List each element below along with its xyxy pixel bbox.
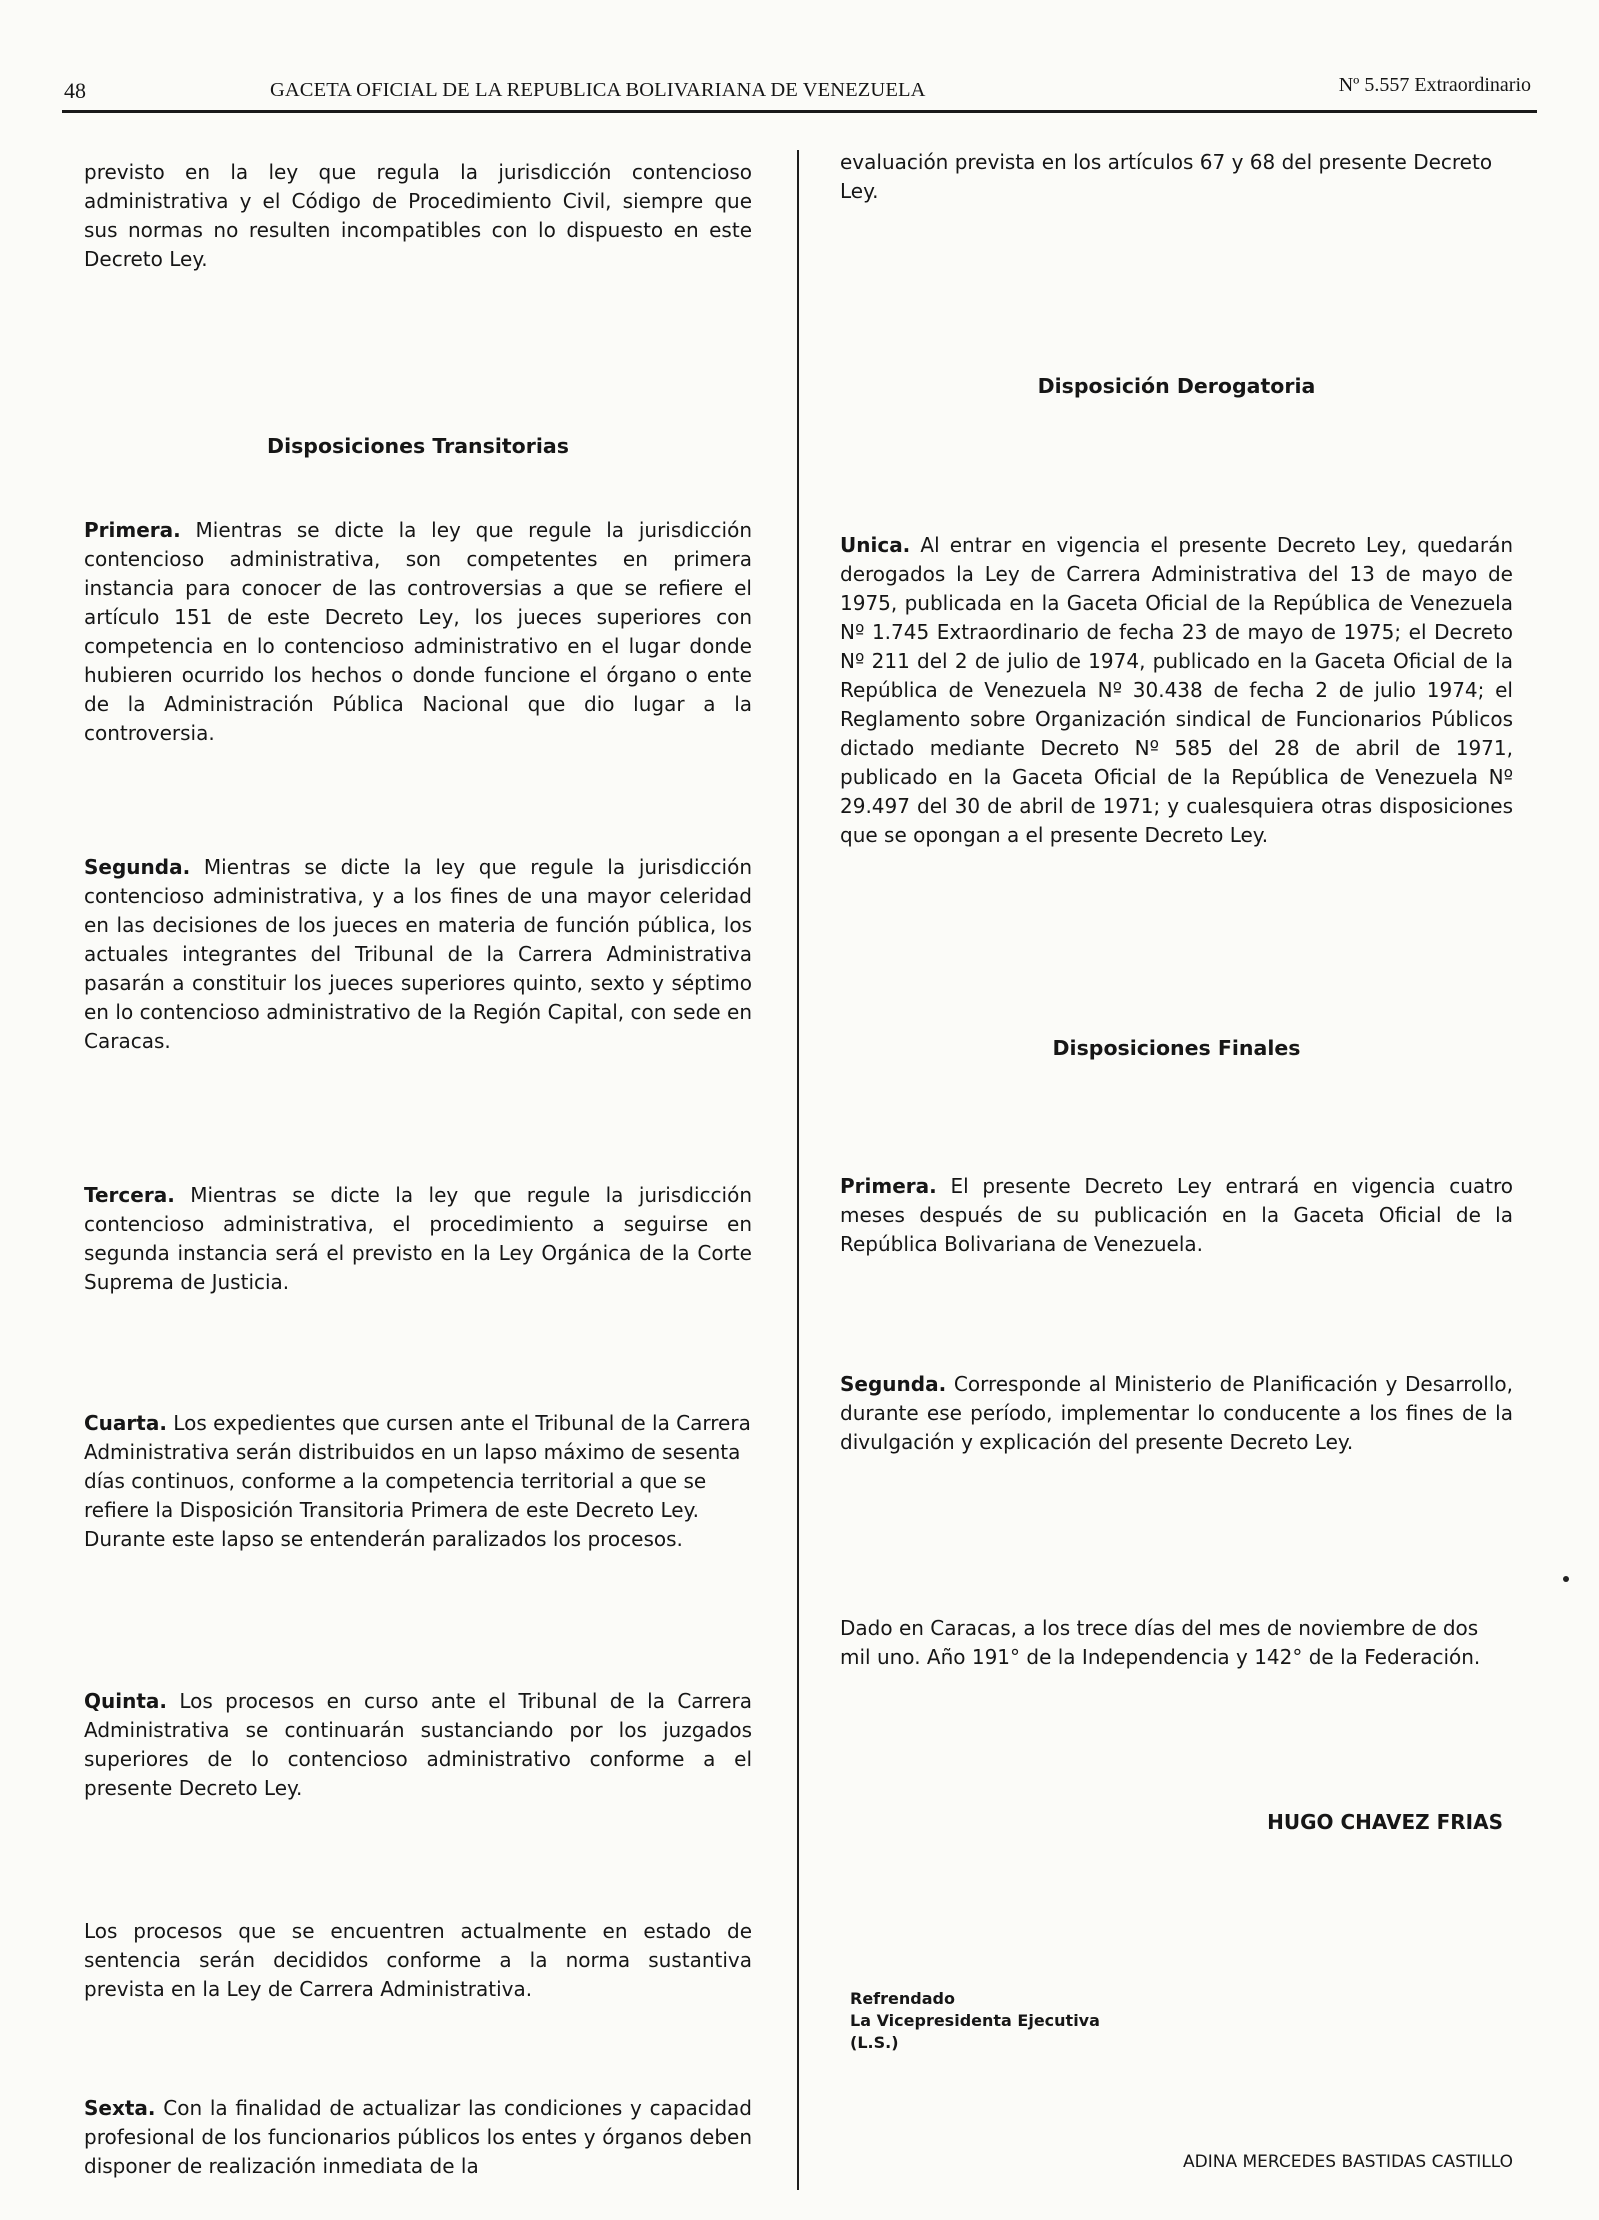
article-text: Mientras se dicte la ley que regule la jurisdicción contencioso administrativa, son competentes en primera instancia para conocer de las controversias a que se refiere el artículo 151 de este Decreto Ley, los jueces superiores con competencia en lo contencioso administrativo en el lugar donde hubieren ocurrido los hechos o donde funcione el órgano o ente de la Administración Pública Nacional que dio lugar a la controversia.	[84, 518, 752, 745]
president-signature-name: HUGO CHAVEZ FRIAS	[1267, 1810, 1503, 1834]
article-label: Primera.	[84, 518, 181, 542]
column-divider	[797, 150, 799, 2190]
article-text: Los expedientes que cursen ante el Tribunal de la Carrera Administrativa serán distribuidos en un lapso máximo de sesenta días continuos, conforme a la competencia territorial a que se refiere la Disposición Transitoria Primera de este Decreto Ley. Durante este lapso se entenderán paralizados los procesos.	[84, 1411, 751, 1551]
refrendado-label: Refrendado	[850, 1989, 955, 2008]
transitorias-heading: Disposiciones Transitorias	[267, 434, 569, 458]
article-text: Los procesos en curso ante el Tribunal de la Carrera Administrativa se continuarán sustanciando por los juzgados superiores de lo contencioso administrativo conforme a el presente Decreto Ley.	[84, 1689, 752, 1800]
article-label: Tercera.	[84, 1183, 175, 1207]
left-intro-paragraph: previsto en la ley que regula la jurisdicción contencioso administrativa y el Código de Procedimiento Civil, siempre que sus normas no resulten incompatibles con lo dispuesto en este Decreto Ley.	[84, 160, 752, 271]
refrendado-block	[850, 1988, 1100, 2054]
page-number: 48	[64, 78, 86, 103]
right-intro-paragraph: evaluación prevista en los artículos 67 y 68 del presente Decreto Ley.	[840, 150, 1493, 203]
transitoria-segunda	[84, 853, 752, 1056]
final-primera	[840, 1172, 1513, 1259]
derogatoria-heading: Disposición Derogatoria	[1037, 374, 1316, 398]
article-label: Sexta.	[84, 2096, 156, 2120]
ls-seal-mark: (L.S.)	[850, 2033, 899, 2052]
article-text: El presente Decreto Ley entrará en vigencia cuatro meses después de su publicación en la Gaceta Oficial de la República Bolivariana de Venezuela.	[840, 1174, 1513, 1256]
article-text: Con la finalidad de actualizar las condiciones y capacidad profesional de los funcionarios públicos los entes y órganos deben disponer de realización inmediata de la	[84, 2096, 752, 2178]
article-text: Al entrar en vigencia el presente Decreto Ley, quedarán derogados la Ley de Carrera Administrativa del 13 de mayo de 1975, publicada en la Gaceta Oficial de la República de Venezuela Nº 1.745 Extraordinario de fecha 23 de mayo de 1975; el Decreto Nº 211 del 2 de julio de 1974, publicado en la Gaceta Oficial de la República de Venezuela Nº 30.438 de fecha 2 de julio 1974; el Reglamento sobre Organización sindical de Funcionarios Públicos dictado mediante Decreto Nº 585 del 28 de abril de 1971, publicado en la Gaceta Oficial de la República de Venezuela Nº 29.497 del 30 de abril de 1971; y cualesquiera otras disposiciones que se opongan a el presente Decreto Ley.	[840, 533, 1513, 847]
transitoria-sexta	[84, 2094, 752, 2181]
final-segunda	[840, 1370, 1513, 1457]
derogatoria-unica	[840, 531, 1513, 850]
gazette-header	[62, 74, 1537, 113]
transitoria-tercera	[84, 1181, 752, 1297]
article-label: Segunda.	[84, 855, 191, 879]
article-label: Unica.	[840, 533, 911, 557]
article-text: Corresponde al Ministerio de Planificación y Desarrollo, durante ese período, implementar lo conducente a los fines de la divulgación y explicación del presente Decreto Ley.	[840, 1372, 1513, 1454]
issue-number: Nº 5.557 Extraordinario	[1338, 74, 1531, 96]
article-text: Mientras se dicte la ley que regule la jurisdicción contencioso administrativa, y a los fines de una mayor celeridad en las decisiones de los jueces en materia de función pública, los actuales integrantes del Tribunal de la Carrera Administrativa pasarán a constituir los jueces superiores quinto, sexto y séptimo en lo contencioso administrativo de la Región Capital, con sede en Caracas.	[84, 855, 752, 1053]
vice-name: ADINA MERCEDES BASTIDAS CASTILLO	[1183, 2152, 1513, 2172]
article-label: Cuarta.	[84, 1411, 167, 1435]
transitoria-primera	[84, 516, 752, 748]
article-text: Mientras se dicte la ley que regule la jurisdicción contencioso administrativa, el procedimiento a seguirse en segunda instancia será el previsto en la Ley Orgánica de la Corte Suprema de Justicia.	[84, 1183, 752, 1294]
finales-heading: Disposiciones Finales	[1052, 1036, 1301, 1060]
vice-title: La Vicepresidenta Ejecutiva	[850, 2011, 1100, 2030]
gazette-title: GACETA OFICIAL DE LA REPUBLICA BOLIVARIANA DE VENEZUELA	[270, 79, 926, 101]
scan-speck	[1563, 1576, 1569, 1582]
article-label: Segunda.	[840, 1372, 947, 1396]
article-label: Quinta.	[84, 1689, 167, 1713]
transitoria-quinta-continuation: Los procesos que se encuentren actualmente en estado de sentencia serán decididos conforme a la norma sustantiva prevista en la Ley de Carrera Administrativa.	[84, 1919, 752, 2001]
dado-en-caracas: Dado en Caracas, a los trece días del mes de noviembre de dos mil uno. Año 191° de la Independencia y 142° de la Federación.	[840, 1616, 1481, 1669]
article-label: Primera.	[840, 1174, 937, 1198]
transitoria-cuarta	[84, 1409, 752, 1554]
transitoria-quinta	[84, 1687, 752, 1803]
